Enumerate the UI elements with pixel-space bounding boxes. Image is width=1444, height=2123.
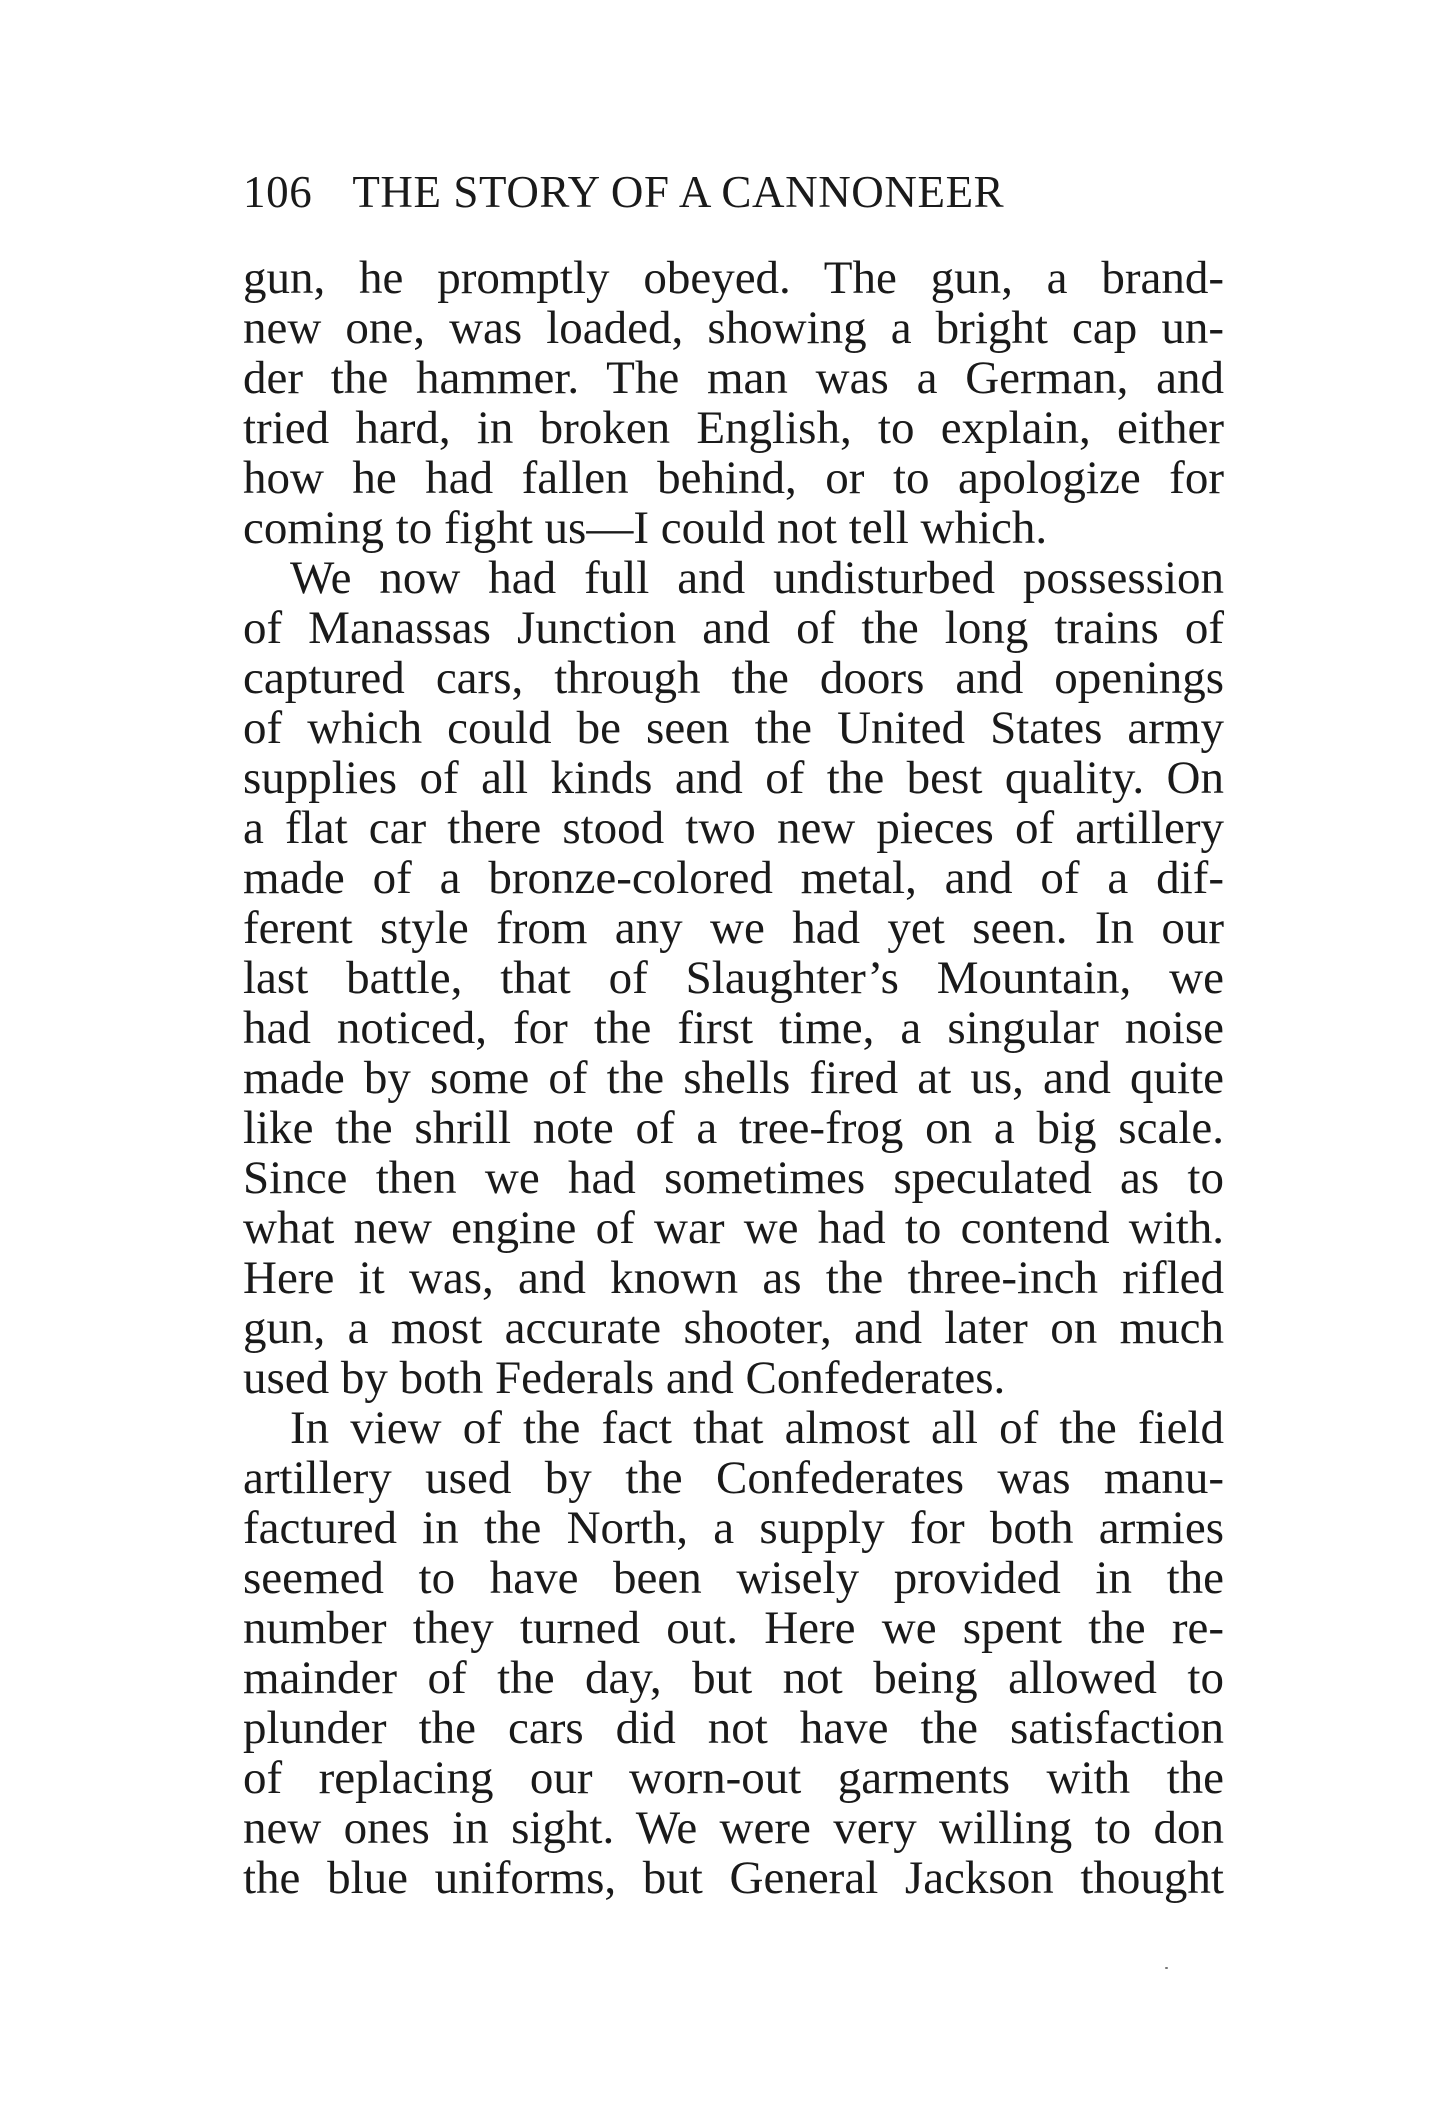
scan-speck [1165, 1967, 1168, 1969]
text-line: new one, was loaded, showing a bright cap un- [243, 302, 1224, 354]
page-number: 106 [243, 167, 313, 217]
text-line: seemed to have been wisely provided in the [243, 1552, 1224, 1604]
text-line: der the hammer. The man was a German, and [243, 352, 1224, 404]
text-line: Since then we had sometimes speculated as to [243, 1152, 1224, 1204]
text-line: mainder of the day, but not being allowed to [243, 1652, 1224, 1704]
text-line: made by some of the shells fired at us, and quite [243, 1052, 1224, 1104]
text-line: the blue uniforms, but General Jackson thought [243, 1852, 1224, 1904]
paragraph-3 [243, 1403, 1224, 1903]
text-line: how he had fallen behind, or to apologize for [243, 452, 1224, 504]
text-line: made of a bronze-colored metal, and of a dif- [243, 852, 1224, 904]
text-line: In view of the fact that almost all of the field [290, 1402, 1224, 1454]
text-line: number they turned out. Here we spent the re- [243, 1602, 1224, 1654]
text-line: factured in the North, a supply for both armies [243, 1502, 1224, 1554]
text-line: of which could be seen the United States army [243, 702, 1224, 754]
text-line: gun, he promptly obeyed. The gun, a brand- [243, 252, 1224, 304]
text-line: what new engine of war we had to contend with. [243, 1202, 1224, 1254]
text-line: gun, a most accurate shooter, and later on much [243, 1302, 1224, 1354]
text-line: last battle, that of Slaughter’s Mountain, we [243, 952, 1224, 1004]
text-line: like the shrill note of a tree-frog on a big scale. [243, 1102, 1224, 1154]
running-head [243, 162, 1243, 222]
text-line: used by both Federals and Confederates. [243, 1352, 1006, 1404]
text-line: captured cars, through the doors and openings [243, 652, 1224, 704]
text-line: Here it was, and known as the three-inch rifled [243, 1252, 1224, 1304]
text-line: of Manassas Junction and of the long trains of [243, 602, 1224, 654]
text-line: artillery used by the Confederates was manu- [243, 1452, 1224, 1504]
text-line: new ones in sight. We were very willing to don [243, 1802, 1224, 1854]
text-line: supplies of all kinds and of the best quality. On [243, 752, 1224, 804]
paragraph-2 [243, 553, 1224, 1403]
text-line: plunder the cars did not have the satisfaction [243, 1702, 1224, 1754]
running-title: THE STORY OF A CANNONEER [352, 167, 1005, 217]
text-line: ferent style from any we had yet seen. In our [243, 902, 1224, 954]
body-text [243, 253, 1224, 1903]
text-line: We now had full and undisturbed possession [290, 552, 1224, 604]
text-line: a flat car there stood two new pieces of artillery [243, 802, 1224, 854]
paragraph-1 [243, 253, 1224, 553]
text-line: of replacing our worn-out garments with the [243, 1752, 1224, 1804]
text-line: had noticed, for the first time, a singular noise [243, 1002, 1224, 1054]
text-line: coming to fight us—I could not tell which. [243, 502, 1048, 554]
text-line: tried hard, in broken English, to explain, either [243, 402, 1224, 454]
